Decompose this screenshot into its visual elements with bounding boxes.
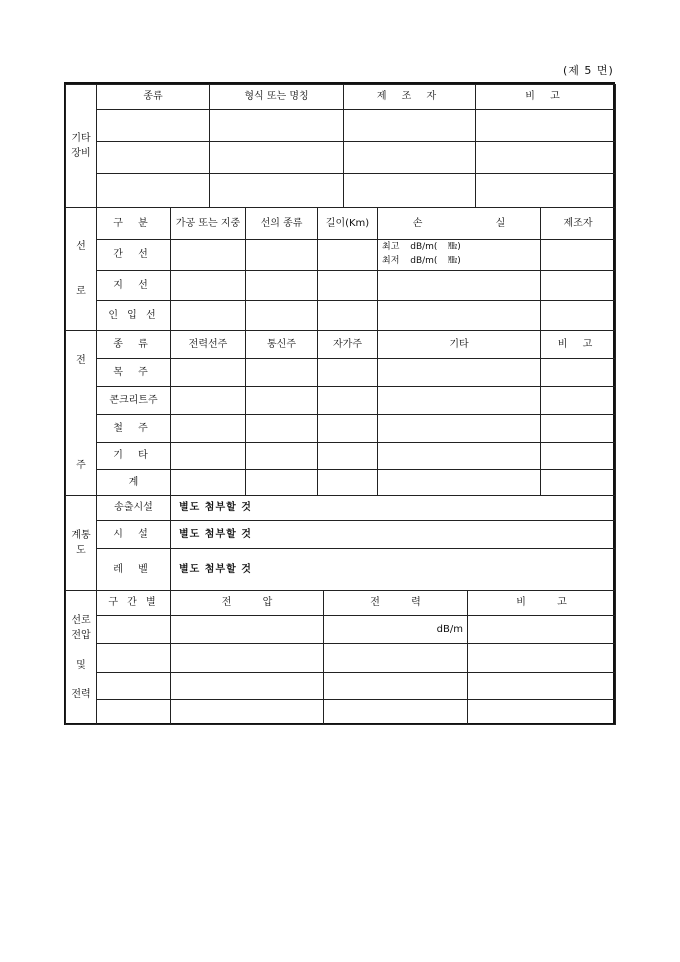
header-length: 길이(Km) (318, 208, 378, 240)
table-cell[interactable] (378, 387, 541, 415)
header-voltage: 전 압 (171, 591, 324, 616)
header-overhead: 가공 또는 지중 (171, 208, 246, 240)
table-cell[interactable] (318, 359, 378, 387)
table-cell[interactable] (97, 616, 171, 644)
header-private-pole: 자가주 (318, 331, 378, 359)
table-cell[interactable] (378, 443, 541, 470)
page-number-label: (제 5 면) (563, 64, 614, 77)
table-cell[interactable] (97, 110, 210, 142)
header-maker: 제 조 자 (344, 85, 476, 110)
table-cell[interactable] (97, 174, 210, 208)
row-label-branch-line: 지 선 (97, 271, 171, 301)
header-power: 전 력 (324, 591, 468, 616)
header-line-type: 선의 종류 (246, 208, 318, 240)
attach-note: 별도 첨부할 것 (171, 549, 616, 591)
table-cell[interactable] (171, 443, 246, 470)
voltage-label-b: 및 (76, 659, 86, 671)
table-cell[interactable] (318, 240, 378, 271)
loss-max-label: 최고 dB/m( ㎒) (382, 242, 461, 253)
header-voltage-remarks: 비 고 (468, 591, 616, 616)
table-cell[interactable] (318, 470, 378, 496)
table-cell[interactable] (541, 387, 616, 415)
poles-label-bottom: 주 (76, 460, 86, 471)
table-cell[interactable] (378, 359, 541, 387)
poles-section-label (66, 331, 97, 496)
table-cell[interactable] (541, 443, 616, 470)
row-label-main-line: 간 선 (97, 240, 171, 271)
voltage-label-c: 전력 (71, 689, 91, 700)
voltage-section-label (66, 591, 97, 725)
table-cell[interactable] (378, 271, 541, 301)
table-cell[interactable] (171, 700, 324, 725)
table-cell[interactable] (318, 301, 378, 331)
table-cell[interactable] (171, 387, 246, 415)
table-cell[interactable] (97, 644, 171, 673)
table-cell[interactable] (246, 387, 318, 415)
equipment-section-label: 기타 장비 (66, 85, 97, 208)
row-label-level: 레 벨 (97, 549, 171, 591)
table-cell[interactable] (210, 142, 344, 174)
header-pole-remarks: 비 고 (541, 331, 616, 359)
table-cell[interactable] (378, 470, 541, 496)
row-label-concrete-pole: 콘크리트주 (97, 387, 171, 415)
table-cell[interactable] (541, 240, 616, 271)
table-cell[interactable] (324, 673, 468, 700)
table-cell[interactable] (97, 142, 210, 174)
table-cell[interactable] (210, 110, 344, 142)
table-cell[interactable] (246, 415, 318, 443)
table-cell[interactable] (541, 301, 616, 331)
table-cell[interactable] (344, 174, 476, 208)
table-cell[interactable] (324, 644, 468, 673)
table-cell[interactable] (246, 359, 318, 387)
table-cell[interactable] (468, 616, 616, 644)
table-cell[interactable] (541, 470, 616, 496)
power-unit-label: dB/m (324, 616, 468, 644)
table-cell[interactable] (171, 644, 324, 673)
table-cell[interactable] (541, 415, 616, 443)
table-cell[interactable] (171, 359, 246, 387)
attach-note: 별도 첨부할 것 (171, 521, 616, 549)
table-cell[interactable] (468, 644, 616, 673)
table-cell[interactable] (344, 110, 476, 142)
header-remarks: 비 고 (476, 85, 616, 110)
table-cell[interactable] (476, 110, 616, 142)
loss-cell[interactable] (378, 240, 541, 271)
table-cell[interactable] (171, 415, 246, 443)
header-section: 구 간 별 (97, 591, 171, 616)
header-other: 기타 (378, 331, 541, 359)
equipment-table (65, 84, 616, 208)
row-label-drop-line: 인 입 선 (97, 301, 171, 331)
lines-label-bottom: 로 (76, 286, 86, 297)
header-category: 구 분 (97, 208, 171, 240)
table-cell[interactable] (318, 415, 378, 443)
system-section-label: 계통 도 (66, 496, 97, 591)
table-cell[interactable] (171, 616, 324, 644)
table-cell[interactable] (541, 359, 616, 387)
table-cell[interactable] (344, 142, 476, 174)
voltage-power-table (65, 590, 616, 725)
row-label-steel-pole: 철 주 (97, 415, 171, 443)
table-cell[interactable] (318, 271, 378, 301)
table-cell[interactable] (171, 673, 324, 700)
row-label-facility: 시 설 (97, 521, 171, 549)
table-cell[interactable] (378, 301, 541, 331)
lines-table (65, 207, 616, 331)
loss-min-label: 최저 dB/m( ㎒) (382, 256, 461, 266)
system-diagram-table (65, 495, 616, 591)
voltage-label-a: 선로 전압 (71, 614, 91, 641)
header-power-pole: 전력선주 (171, 331, 246, 359)
table-cell[interactable] (468, 700, 616, 725)
header-model: 형식 또는 명칭 (210, 85, 344, 110)
table-cell[interactable] (246, 301, 318, 331)
table-cell[interactable] (246, 470, 318, 496)
row-label-other-pole: 기 타 (97, 443, 171, 470)
header-type: 종류 (97, 85, 210, 110)
attach-note: 별도 첨부할 것 (171, 496, 616, 521)
table-cell[interactable] (171, 470, 246, 496)
header-telecom-pole: 통신주 (246, 331, 318, 359)
row-label-wood-pole: 목 주 (97, 359, 171, 387)
header-line-maker: 제조자 (541, 208, 616, 240)
table-cell[interactable] (476, 174, 616, 208)
lines-label-top: 선 (76, 240, 86, 252)
table-cell[interactable] (378, 415, 541, 443)
row-label-transmission: 송출시설 (97, 496, 171, 521)
header-pole-kind: 종 류 (97, 331, 171, 359)
table-cell[interactable] (171, 301, 246, 331)
poles-table (65, 330, 616, 496)
table-cell[interactable] (541, 271, 616, 301)
header-loss: 손 실 (378, 208, 541, 240)
table-cell[interactable] (246, 240, 318, 271)
table-cell[interactable] (318, 387, 378, 415)
table-cell[interactable] (171, 240, 246, 271)
table-cell[interactable] (476, 142, 616, 174)
table-cell[interactable] (324, 700, 468, 725)
poles-label-top: 전 (76, 354, 86, 366)
table-cell[interactable] (171, 271, 246, 301)
table-cell[interactable] (97, 700, 171, 725)
table-cell[interactable] (210, 174, 344, 208)
table-cell[interactable] (97, 673, 171, 700)
row-label-total: 계 (97, 470, 171, 496)
table-cell[interactable] (468, 673, 616, 700)
table-cell[interactable] (246, 443, 318, 470)
lines-section-label (66, 208, 97, 331)
table-cell[interactable] (246, 271, 318, 301)
table-cell[interactable] (318, 443, 378, 470)
